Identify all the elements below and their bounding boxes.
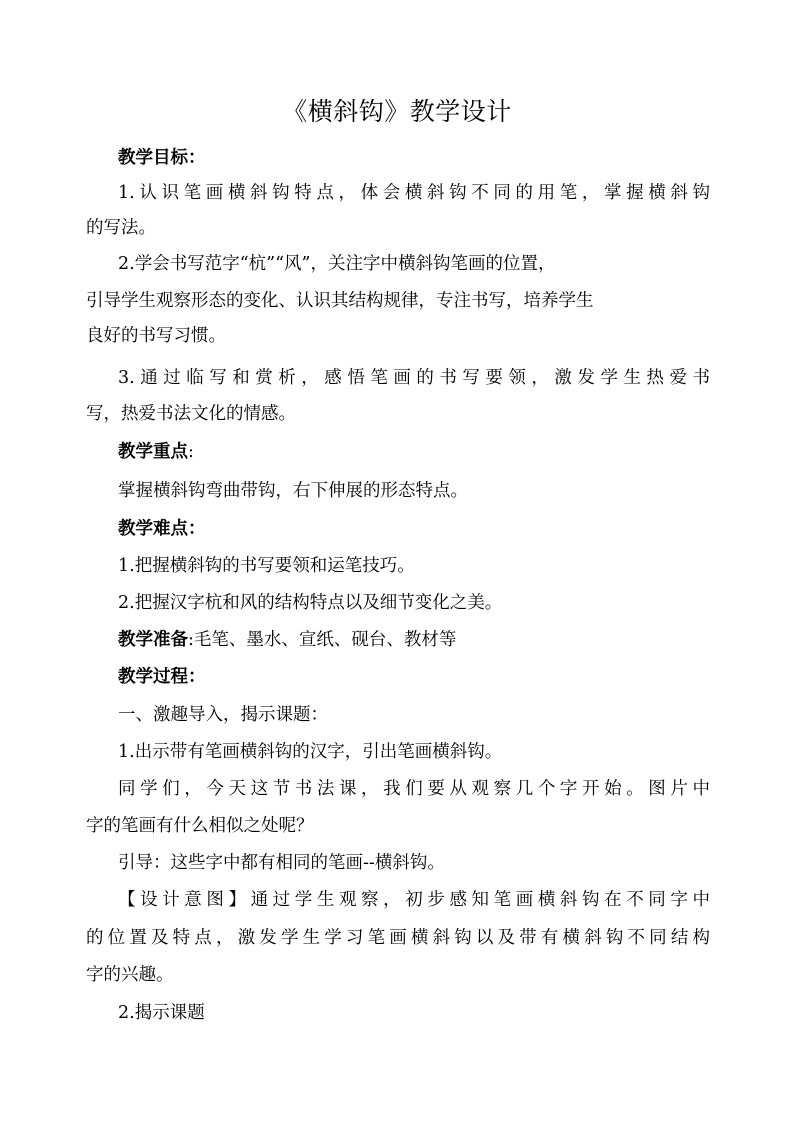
paragraph-1-line-1: 同学们，今天这节书法课，我们要从观察几个字开始。图片中 [118, 779, 710, 799]
difficulties-heading: 教学难点： [118, 519, 206, 539]
design-intent-line-3: 字的兴趣。 [86, 965, 174, 985]
objective-3-line-1: 3.通过临写和赏析，感悟笔画的书写要领，激发学生热爱书 [118, 368, 710, 388]
preparation-text: :毛笔、墨水、宣纸、砚台、教材等 [188, 630, 457, 650]
objective-3-line-2: 写，热爱书法文化的情感。 [86, 404, 296, 424]
preparation-line [118, 624, 742, 656]
paragraph-2: 引导：这些字中都有相同的笔画--横斜钩。 [118, 853, 445, 873]
key-points-heading: 教学重点 [118, 442, 188, 462]
objective-1-line-1: 1.认识笔画横斜钩特点，体会横斜钩不同的用笔，掌握横斜钩 [118, 183, 710, 203]
preparation-heading: 教学准备 [118, 630, 188, 650]
objective-2-line-1: 2.学会书写范字“杭”“风”，关注字中横斜钩笔画的位置， [118, 254, 556, 274]
difficulty-2: 2.把握汉字杭和风的结构特点以及细节变化之美。 [118, 593, 503, 613]
key-points-colon: : [188, 442, 194, 462]
design-intent-line-2: 的位置及特点，激发学生学习笔画横斜钩以及带有横斜钩不同结构 [86, 928, 710, 948]
difficulty-1: 1.把握横斜钩的书写要领和运笔技巧。 [118, 556, 415, 576]
process-heading: 教学过程： [118, 667, 206, 687]
key-points-text: 掌握横斜钩弯曲带钩，右下伸展的形态特点。 [118, 481, 468, 501]
objective-1-line-2: 的写法。 [86, 218, 156, 238]
objectives-heading: 教学目标： [118, 148, 206, 168]
paragraph-1-line-2: 字的笔画有什么相似之处呢？ [86, 816, 314, 836]
design-intent-line-1: 【设计意图】通过学生观察，初步感知笔画横斜钩在不同字中 [118, 890, 710, 910]
key-points-heading-line [118, 436, 742, 468]
step-2: 2.揭示课题 [118, 1003, 205, 1023]
objective-2-line-3: 良好的书写习惯。 [86, 326, 226, 346]
step-1: 1.出示带有笔画横斜钩的汉字，引出笔画横斜钩。 [118, 742, 503, 762]
document-title: 《横斜钩》教学设计 [282, 97, 512, 126]
objective-2-line-2: 引导学生观察形态的变化、认识其结构规律，专注书写，培养学生 [86, 291, 594, 311]
section-1-heading: 一、激趣导入，揭示课题： [118, 705, 328, 725]
